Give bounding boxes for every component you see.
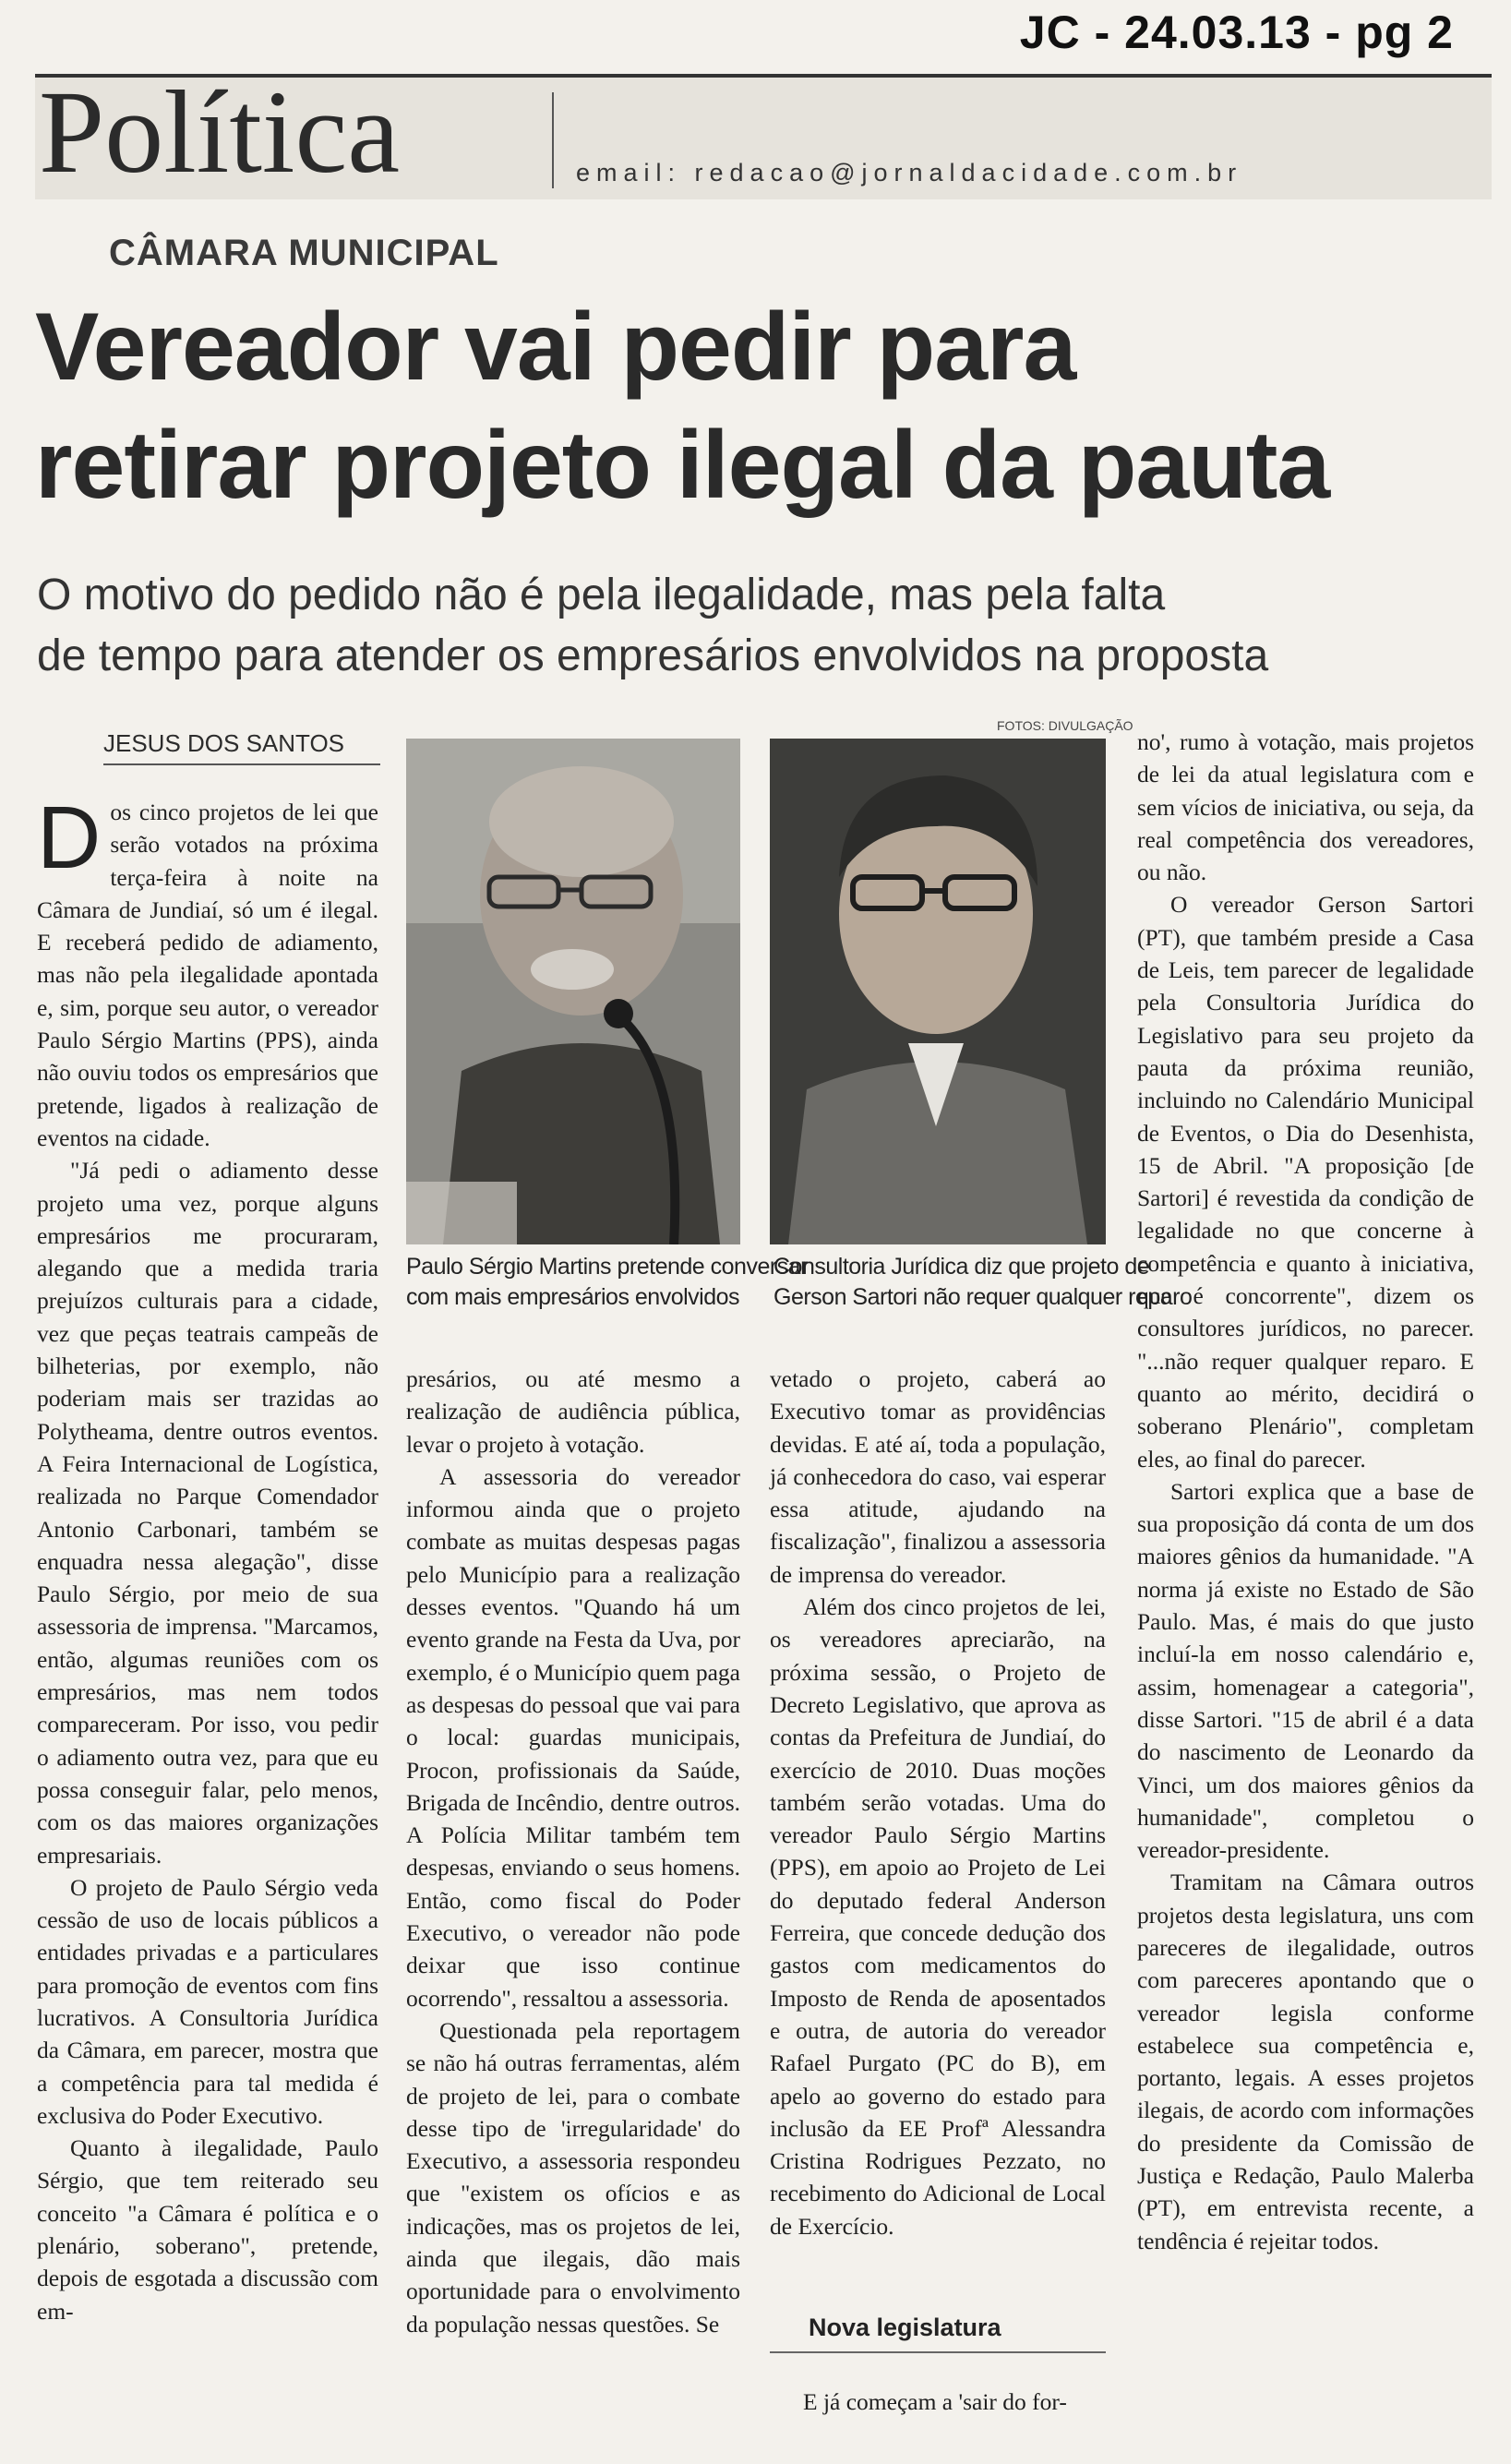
article-column-2 — [406, 1363, 740, 2340]
caption-line: Gerson Sartori não requer qualquer reparo — [773, 1284, 1193, 1310]
photo-caption — [773, 1252, 1193, 1313]
paragraph: Questionada pela reportagem se não há outras ferramentas, além de projeto de lei, para o combate desse tipo de 'irregularidade' do Executivo, a assessoria respondeu que "existem os ofícios e as indicações, mas os projetos de lei, ainda que ilegais, dão mais oportunidade para o envolvimento da população nessas questões. Se — [406, 2016, 740, 2338]
byline: JESUS DOS SANTOS — [103, 729, 380, 765]
paragraph: Além dos cinco projetos de lei, os vereadores apreciarão, na próxima sessão, o Projeto de Decreto Legislativo, que aprova as contas da Prefeitura de Jundiaí, do exercício de 2010. Duas moções também serão votadas. Uma do vereador Paulo Sérgio Martins (PPS), em apoio ao Projeto de Lei do deputado federal Anderson Ferreira, que concede dedução dos gastos com medicamentos do Imposto de Renda de aposentados e outra, de autoria do vereador Rafael Purgato (PC do B), em apelo ao governo do estado para inclusão da EE Profª Alessandra Cristina Rodrigues Pezzato, no recebimento do Adicional de Local de Exercício. — [770, 1593, 1106, 2240]
caption-line: com mais empresários envolvidos — [406, 1284, 740, 1310]
portrait-illustration — [770, 739, 1106, 1244]
paragraph: no', rumo à votação, mais projetos de lei da atual legislatura com e sem vícios de iniciativa, ou seja, da real competência dos vereadores, ou não. — [1137, 728, 1474, 886]
paragraph: presários, ou até mesmo a realização de audiência pública, levar o projeto à votação. — [406, 1365, 740, 1458]
section-title: Política — [39, 66, 401, 198]
paragraph: O projeto de Paulo Sérgio veda cessão de uso de locais públicos a entidades privadas e a particulares para promoção de eventos com fins lucrativos. A Consultoria Jurídica da Câmara, em parecer, mostra que a competência para tal medida é exclusiva do Poder Executivo. — [37, 1873, 378, 2129]
contact-email: email: redacao@jornaldacidade.com.br — [576, 159, 1243, 186]
paragraph: "Já pedi o adiamento desse projeto uma vez, porque alguns empresários me procuraram, alegando que a medida traria prejuízos culturais para a cidade, vez que peças teatrais campeãs de bilheterias, por exemplo, não poderiam mais ser trazidas ao Polytheama, dentre outros eventos. A Feira Internacional de Logística, realizada no Parque Comendador Antonio Carbonari, também se enquadra nessa alegação", disse Paulo Sérgio, por meio de sua assessoria de imprensa. "Marcamos, então, algumas reuniões com os empresários, mas nem todos compareceram. Por isso, vou pedir o adiamento outra vez, para que eu possa conseguir falar, pelo menos, com os das maiores organizações empresariais. — [37, 1157, 378, 1869]
article-column-4 — [1137, 726, 1474, 2257]
article-column-1 — [37, 788, 378, 2327]
paragraph: vetado o projeto, caberá ao Executivo tomar as providências devidas. E até aí, toda a população, já conhecedora do caso, vai esperar essa atitude, ajudando na fiscalização", finalizou a assessoria de imprensa do vereador. — [770, 1365, 1106, 1588]
subhead-line: de tempo para atender os empresários envolvidos na proposta — [37, 631, 1269, 680]
headline-line: Vereador vai pedir para — [35, 294, 1076, 401]
paragraph: A assessoria do vereador informou ainda que o projeto combate as muitas despesas pagas pelo Município para a realização desses eventos. "Quando há um evento grande na Festa da Uva, por exemplo, é o Município quem paga as despesas do pessoal que vai para o local: guardas municipais, Procon, profissionais da Saúde, Brigada de Incêndio, dentre outros. A Polícia Militar também tem despesas, enviando o seus homens. Então, como fiscal do Poder Executivo, o vereador não pode deixar que isso continue ocorrendo", ressaltou a assessoria. — [406, 1462, 740, 2012]
photo-paulo-sergio — [406, 739, 740, 1244]
caption-line: Paulo Sérgio Martins pretende conversar — [406, 1254, 808, 1280]
article-headline — [35, 288, 1493, 524]
article-kicker: CÂMARA MUNICIPAL — [109, 233, 499, 273]
subhead-line: O motivo do pedido não é pela ilegalidade, mas pela falta — [37, 571, 1166, 619]
photo-credit: FOTOS: DIVULGAÇÃO — [997, 718, 1133, 733]
section-divider — [552, 92, 554, 188]
article-column-3-continuation — [770, 2386, 1106, 2418]
publication-reference: JC - 24.03.13 - pg 2 — [1019, 6, 1454, 58]
caption-line: Consultoria Jurídica diz que projeto de — [773, 1254, 1150, 1280]
paragraph: os cinco projetos de lei que serão votados na próxima terça-feira à noite na Câmara de Jundiaí, só um é ilegal. E receberá pedido de adiamento, mas não pela ilegalidade apontada e, sim, porque seu autor, o vereador Paulo Sérgio Martins (PPS), ainda não ouviu todos os empresários que pretende, ligados à realização de eventos na cidade. — [37, 799, 378, 1151]
paragraph: Quanto à ilegalidade, Paulo Sérgio, que tem reiterado seu conceito "a Câmara é política e o plenário, soberano", pretende, depois de esgotada a discussão com em- — [37, 2134, 378, 2325]
subsection-title: Nova legislatura — [809, 2314, 1001, 2341]
photo-caption — [406, 1252, 808, 1313]
article-column-3 — [770, 1363, 1106, 2242]
subsection-divider — [770, 2351, 1106, 2353]
paragraph: E já começam a 'sair do for- — [803, 2388, 1067, 2415]
paragraph: Sartori explica que a base de sua proposição dá conta de um dos maiores gênios da humanidade. "A norma já existe no Estado de São Paulo. Mas, é mais do que justo incluí-la em nosso calendário e, assim, homenagear a categoria", disse Sartori. "15 de abril é a data do nascimento de Leonardo da Vinci, um dos maiores gênios da humanidade", completou o vereador-presidente. — [1137, 1477, 1474, 1864]
paragraph: Tramitam na Câmara outros projetos desta legislatura, uns com pareceres de ilegalidade, outros com pareceres apontando que o vereador legisla conforme estabelece sua competência e, portanto, legais. A esses projetos ilegais, de acordo com informações do presidente da Comissão de Justiça e Redação, Paulo Malerba (PT), em entrevista recente, a tendência é rejeitar todos. — [1137, 1869, 1474, 2254]
drop-cap: D — [37, 788, 102, 887]
portrait-illustration — [406, 739, 740, 1244]
headline-line: retirar projeto ilegal da pauta — [35, 412, 1330, 519]
article-subheadline — [37, 565, 1495, 687]
photo-gerson-sartori — [770, 739, 1106, 1244]
paragraph: O vereador Gerson Sartori (PT), que também preside a Casa de Leis, tem parecer de legalidade pela Consultoria Jurídica do Legislativo para seu projeto da pauta da próxima reunião, incluindo no Calendário Municipal de Eventos, o Dia do Desenhista, 15 de Abril. "A proposição [de Sartori] é revestida da condição de legalidade no que concerne à competência e quanto à iniciativa, que é concorrente", dizem os consultores jurídicos, no parecer. "...não requer qualquer reparo. E quanto ao mérito, decidirá o soberano Plenário", completam eles, ao final do parecer. — [1137, 891, 1474, 1472]
